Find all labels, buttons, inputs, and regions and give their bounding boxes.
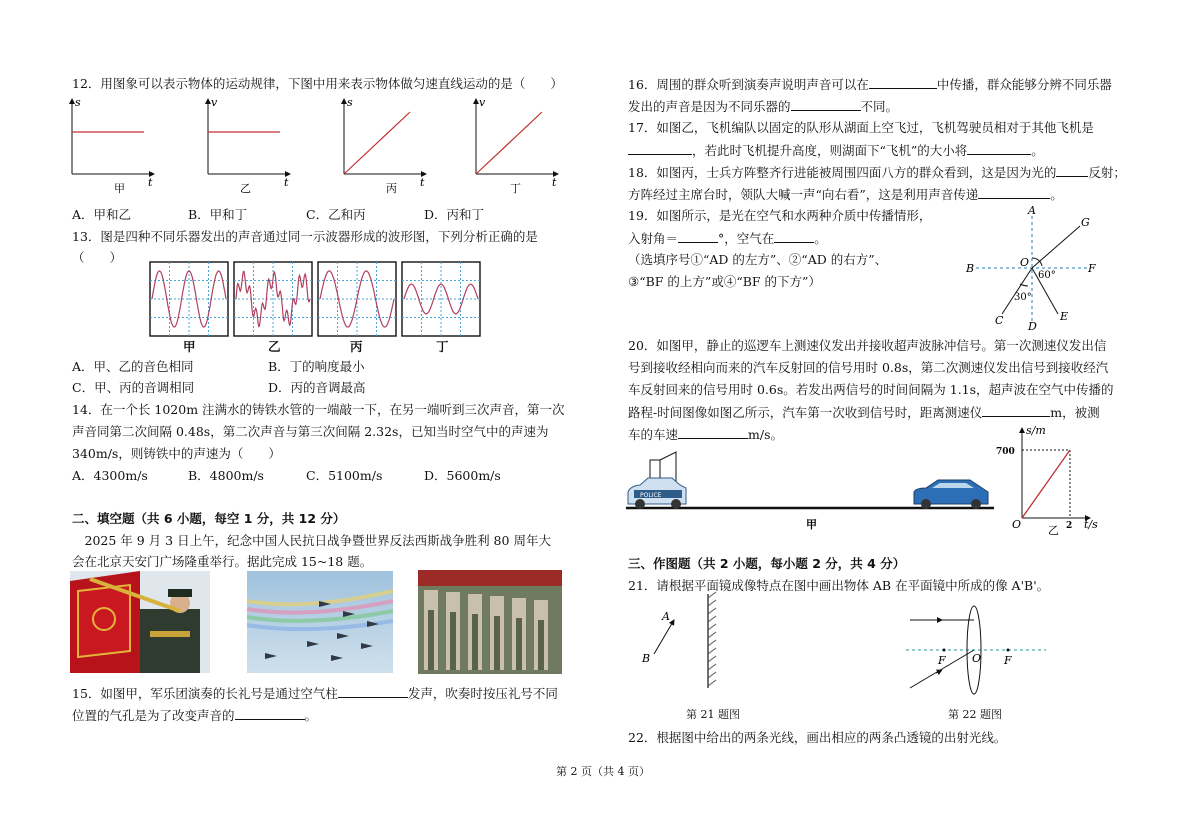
wave-label-ding: 丁 [436,339,449,354]
wave-label-yi: 乙 [268,339,281,354]
jia-ylabel: s [75,96,81,109]
svg-text:D: D [1028,320,1037,333]
wave-yi [234,262,312,336]
svg-text:丙: 丙 [386,182,397,195]
q19-line-4: ③“BF 的上方”或④“BF 的下方”） [628,274,821,289]
svg-text:B: B [642,652,651,665]
svg-text:s/m: s/m [1026,424,1046,437]
q12-graphs [62,94,562,194]
svg-text:700: 700 [996,447,1015,457]
svg-text:E: E [1060,310,1069,323]
q14-line-3: 340m/s，则铸铁中的声速为（ ） [72,446,281,461]
q20-line-2: 号到接收经相向而来的汽车反射回的信号用时 0.8s，第二次测速仪发出信号到接收经汽 [628,360,1109,375]
q20-line-5: 车的车速 m/s。 [628,427,783,442]
svg-text:60°: 60° [1038,270,1056,281]
q13-option-d: D．丙的音调最高 [268,380,366,395]
q17-line-2: ，若此时飞机提升高度，则湖面下“飞机”的大小将 。 [628,142,1044,159]
svg-text:t: t [420,176,425,189]
q16-line-2: 发出的声音是因为不同乐器的 不同。 [628,99,899,114]
section2-title: 二、填空题（共 6 小题，每空 1 分，共 12 分） [72,511,346,526]
section2-intro-2: 会在北京天安门广场隆重举行。据此完成 15~18 题。 [72,554,373,569]
q20-line-3: 车反射回来的信号用时 0.6s。若发出两信号的时间间隔为 1.1s，超声波在空气中传播的 [628,382,1114,397]
graph-ding [476,96,558,195]
page-footer: 第 2 页（共 4 页） [556,765,650,778]
q12-option-a: A．甲和乙 [72,207,132,222]
q14-option-b: B．4800m/s [188,468,264,483]
q19-line-3: （选填序号①“AD 的左方”、②“AD 的右方”、 [628,252,888,267]
q19-line-2: 入射角＝ °，空气在 。 [628,231,827,246]
q14-line-2: 声音同第二次间隔 0.48s，第二次声音与第三次间隔 2.32s，已知当时空气中的声速为 [72,424,549,439]
q18-line-2: 方阵经过主席台时，领队大喊一声“向右看”，这是利用声音传递 。 [628,187,1063,202]
q20-graph-yi [996,424,1118,537]
q12-stem: 12．用图象可以表示物体的运动规律，下图中用来表示物体做匀速直线运动的是（ ） [72,76,563,91]
svg-text:O: O [1020,256,1030,269]
q13-option-c: C．甲、丙的音调相同 [72,380,195,395]
svg-text:O: O [1012,518,1022,531]
svg-text:G: G [1081,216,1090,229]
police-car [628,478,686,509]
svg-text:A: A [662,610,670,623]
wave-ding [402,262,480,336]
q14-option-a: A．4300m/s [72,468,148,483]
q15-line-1: 15．如图甲，军乐团演奏的长礼号是通过空气柱 发声，吹奏时按压礼号不同 [72,686,558,701]
q19-light-figure [960,202,1100,332]
q15-line-2: 位置的气孔是为了改变声音的 。 [72,708,318,723]
svg-text:v: v [211,96,218,109]
q14-option-c: C．5100m/s [306,468,383,483]
q21-mirror-figure [636,592,746,692]
svg-text:2: 2 [1066,521,1073,531]
jia-xlabel: t [148,176,153,189]
svg-text:v: v [479,96,486,109]
svg-text:POLICE: POLICE [640,492,662,499]
q13-stem: 13．图是四种不同乐器发出的声音通过同一示波器形成的波形图，下列分析正确的是 [72,229,538,244]
svg-text:C: C [995,314,1004,327]
q22-stem: 22．根据图中给出的两条光线，画出相应的两条凸透镜的出射光线。 [628,730,1007,745]
q12-option-d: D．丙和丁 [424,207,485,222]
q14-option-d: D．5600m/s [424,468,501,483]
svg-text:A: A [1028,204,1036,217]
wave-jia [150,262,228,336]
svg-text:30°: 30° [1014,292,1032,303]
q22-caption: 第 22 题图 [948,708,1002,721]
section3-title: 三、作图题（共 2 小题，每小题 2 分，共 4 分） [628,556,906,571]
svg-text:F: F [1088,262,1096,275]
photo-military-band [70,571,210,673]
q17-line-1: 17．如图乙，飞机编队以固定的队形从湖面上空飞过，飞机驾驶员相对于其他飞机是 [628,120,1094,135]
svg-text:F: F [938,654,946,667]
q20-figure-jia [626,452,996,532]
svg-text:s: s [347,96,353,109]
q13-option-b: B．丁的响度最小 [268,359,365,374]
graph-jia [72,96,154,195]
q21-caption: 第 21 题图 [686,708,740,721]
svg-text:t: t [284,176,289,189]
svg-text:乙: 乙 [240,182,251,195]
svg-text:乙: 乙 [1048,524,1059,537]
q21-stem: 21．请根据平面镜成像特点在图中画出物体 AB 在平面镜中所成的像 A'B'。 [628,578,1050,593]
q20-line-4: 路程-时间图像如图乙所示，汽车第一次收到信号时，距离测速仪 m，被测 [628,405,1100,420]
q12-option-b: B．甲和丁 [188,207,248,222]
svg-text:丁: 丁 [510,182,521,195]
q22-lens-figure [900,596,1050,696]
wave-label-jia: 甲 [183,339,196,354]
blue-car [914,480,988,509]
svg-text:O: O [972,652,982,665]
q14-line-1: 14．在一个长 1020m 注满水的铸铁水管的一端敲一下，在另一端听到三次声音，第一次 [72,402,565,417]
q13-option-a: A．甲、乙的音色相同 [72,359,194,374]
photo-aircraft-formation [247,571,393,673]
q12-option-c: C．乙和丙 [306,207,366,222]
graph-yi [208,96,290,195]
wave-bing [318,262,396,336]
q16-line-1: 16．周围的群众听到演奏声说明声音可以在 中传播，群众能够分辨不同乐器 [628,77,1112,92]
wave-label-bing: 丙 [350,339,363,354]
svg-text:F: F [1004,654,1012,667]
section2-intro-1: 2025 年 9 月 3 日上午，纪念中国人民抗日战争暨世界反法西斯战争胜利 80 周年大 [72,533,551,548]
q19-line-1: 19．如图所示，是光在空气和水两种介质中传播情形， [628,208,932,223]
q13-paren: （ ） [72,250,123,265]
q18-line-1: 18．如图丙，士兵方阵整齐行进能被周围四面八方的群众看到，这是因为光的 反射； [628,165,1126,180]
graph-bing [344,96,426,195]
svg-text:B: B [966,262,975,275]
photo-soldier-formation [418,570,562,674]
jia-name: 甲 [114,182,125,195]
svg-text:t: t [552,176,557,189]
q20-line-1: 20．如图甲，静止的巡逻车上测速仪发出并接收超声波脉冲信号。第一次测速仪发出信 [628,338,1107,353]
svg-text:t/s: t/s [1084,518,1098,531]
svg-text:甲: 甲 [806,518,817,531]
